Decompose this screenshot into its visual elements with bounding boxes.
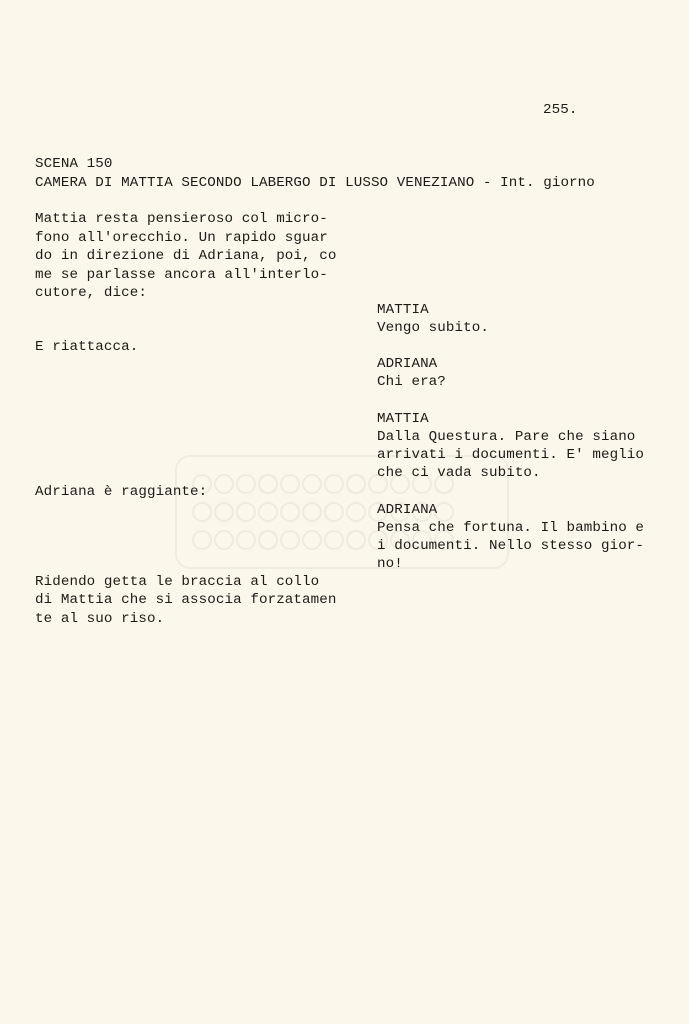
dialogue-line: Chi era? — [377, 374, 446, 390]
dialogue-line: Vengo subito. — [377, 320, 489, 336]
dialogue-line: Dalla Questura. Pare che siano — [377, 429, 636, 445]
action-line: do in direzione di Adriana, poi, co — [35, 248, 337, 264]
dialogue-line: che ci vada subito. — [377, 465, 541, 481]
action-line: te al suo riso. — [35, 611, 165, 627]
dialogue-line: arrivati i documenti. E' meglio — [377, 447, 645, 463]
action-line: Ridendo getta le braccia al collo — [35, 574, 320, 590]
dialogue-line: Pensa che fortuna. Il bambino e — [377, 520, 645, 536]
speaker-name: MATTIA — [377, 411, 429, 427]
action-line: me se parlasse ancora all'interlo- — [35, 267, 328, 283]
action-block-2: E riattacca. — [35, 339, 139, 355]
scene-location: CAMERA DI MATTIA SECONDO LABERGO DI LUSSO VENEZIANO - Int. giorno — [35, 175, 595, 191]
dialogue-line: no! — [377, 556, 403, 572]
scene-heading: SCENA 150 — [35, 156, 113, 172]
action-line: di Mattia che si associa forzatamen — [35, 592, 337, 608]
action-block-3: Adriana è raggiante: — [35, 484, 208, 500]
speaker-name: ADRIANA — [377, 356, 438, 372]
speaker-name: MATTIA — [377, 302, 429, 318]
action-line: Mattia resta pensieroso col micro- — [35, 211, 328, 227]
speaker-name: ADRIANA — [377, 502, 438, 518]
page-number: 255. — [543, 102, 578, 118]
dialogue-line: i documenti. Nello stesso gior- — [377, 538, 645, 554]
action-line: cutore, dice: — [35, 285, 147, 301]
action-line: fono all'orecchio. Un rapido sguar — [35, 230, 328, 246]
